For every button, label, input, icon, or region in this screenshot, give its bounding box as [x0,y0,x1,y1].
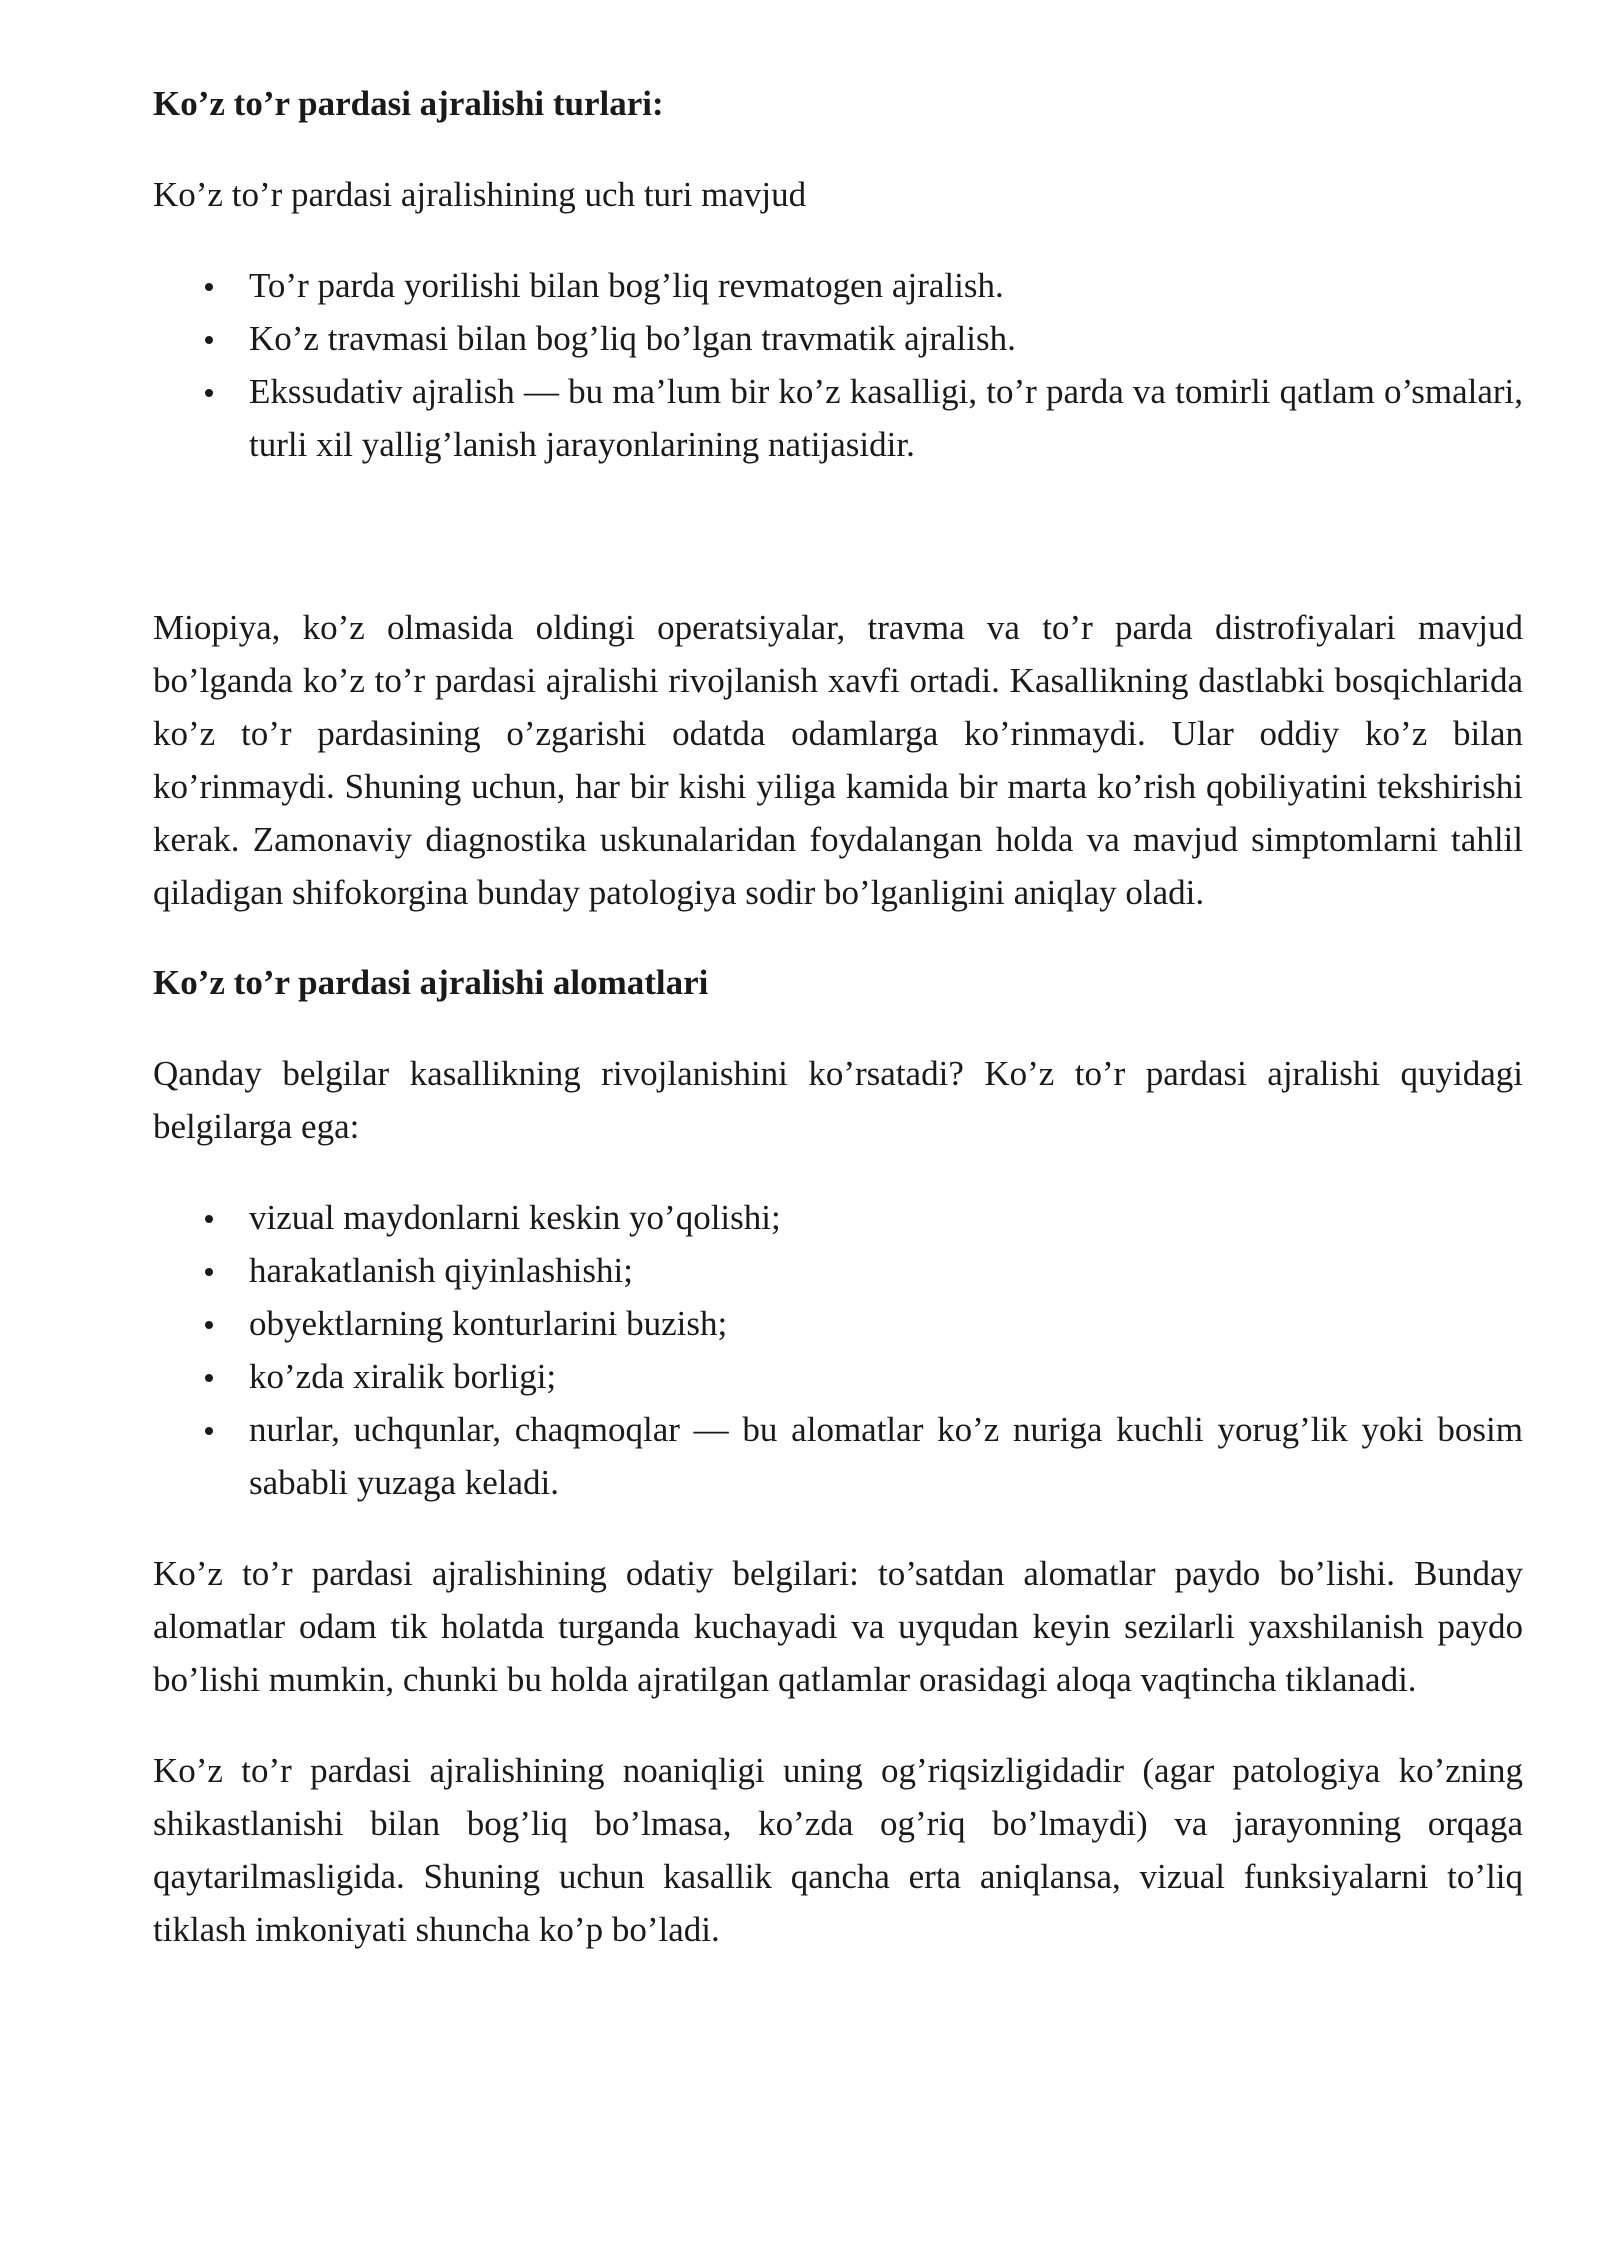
list-item: vizual maydonlarni keskin yo’qolishi; [249,1191,1523,1244]
blank-spacer [153,509,1523,601]
list-item: To’r parda yorilishi bilan bog’liq revmatogen ajralish. [249,259,1523,312]
types-intro: Ko’z to’r pardasi ajralishining uch turi mavjud [153,175,807,214]
list-item: Ko’z travmasi bilan bog’liq bo’lgan travmatik ajralish. [249,312,1523,365]
list-item: harakatlanish qiyinlashishi; [249,1244,1523,1297]
section-heading-symptoms: Ko’z to’r pardasi ajralishi alomatlari [153,963,709,1002]
symptoms-intro: Qanday belgilar kasallikning rivojlanishini ko’rsatadi? Ko’z to’r pardasi ajralishi quyidagi belgilarga ega: [153,1054,1523,1146]
insidiousness-paragraph: Ko’z to’r pardasi ajralishining noaniqligi uning og’riqsizligidadir (agar patologiya ko’zning shikastlanishi bilan bog’liq bo’lmasa, ko’zda og’riq bo’lmaydi) va jarayonning orqaga qaytarilmasligida. Shuning uchun kasallik qancha erta aniqlansa, vizual funksiyalarni to’liq tiklash imkoniyati shuncha ko’p bo’ladi. [153,1751,1523,1949]
list-item: obyektlarning konturlarini buzish; [249,1297,1523,1350]
risk-paragraph: Miopiya, ko’z olmasida oldingi operatsiyalar, travma va to’r parda distrofiyalari mavjud bo’lganda ko’z to’r pardasi ajralishi rivojlanish xavfi ortadi. Kasallikning dastlabki bosqichlarida ko’z to’r pardasining o’zgarishi odatda odamlarga ko’rinmaydi. Ular oddiy ko’z bilan ko’rinmaydi. Shuning uchun, har bir kishi yiliga kamida bir marta ko’rish qobiliyatini tekshirishi kerak. Zamonaviy diagnostika uskunalaridan foydalangan holda va mavjud simptomlarni tahlil qiladigan shifokorgina bunday patologiya sodir bo’lganligini aniqlay oladi. [153,608,1523,912]
symptoms-list [153,1191,1523,1509]
list-item: Ekssudativ ajralish — bu ma’lum bir ko’z kasalligi, to’r parda va tomirli qatlam o’smalari, turli xil yallig’lanish jarayonlarining natijasidir. [249,365,1523,471]
document-page [153,78,1523,1994]
list-item: ko’zda xiralik borligi; [249,1350,1523,1403]
typical-signs-paragraph: Ko’z to’r pardasi ajralishining odatiy belgilari: to’satdan alomatlar paydo bo’lishi. Bunday alomatlar odam tik holatda turganda kuchayadi va uyqudan keyin sezilarli yaxshilanish paydo bo’lishi mumkin, chunki bu holda ajratilgan qatlamlar orasidagi aloqa vaqtincha tiklanadi. [153,1554,1523,1699]
section-heading-types: Ko’z to’r pardasi ajralishi turlari: [153,84,664,123]
list-item: nurlar, uchqunlar, chaqmoqlar — bu alomatlar ko’z nuriga kuchli yorug’lik yoki bosim sababli yuzaga keladi. [249,1403,1523,1509]
types-list [153,259,1523,471]
